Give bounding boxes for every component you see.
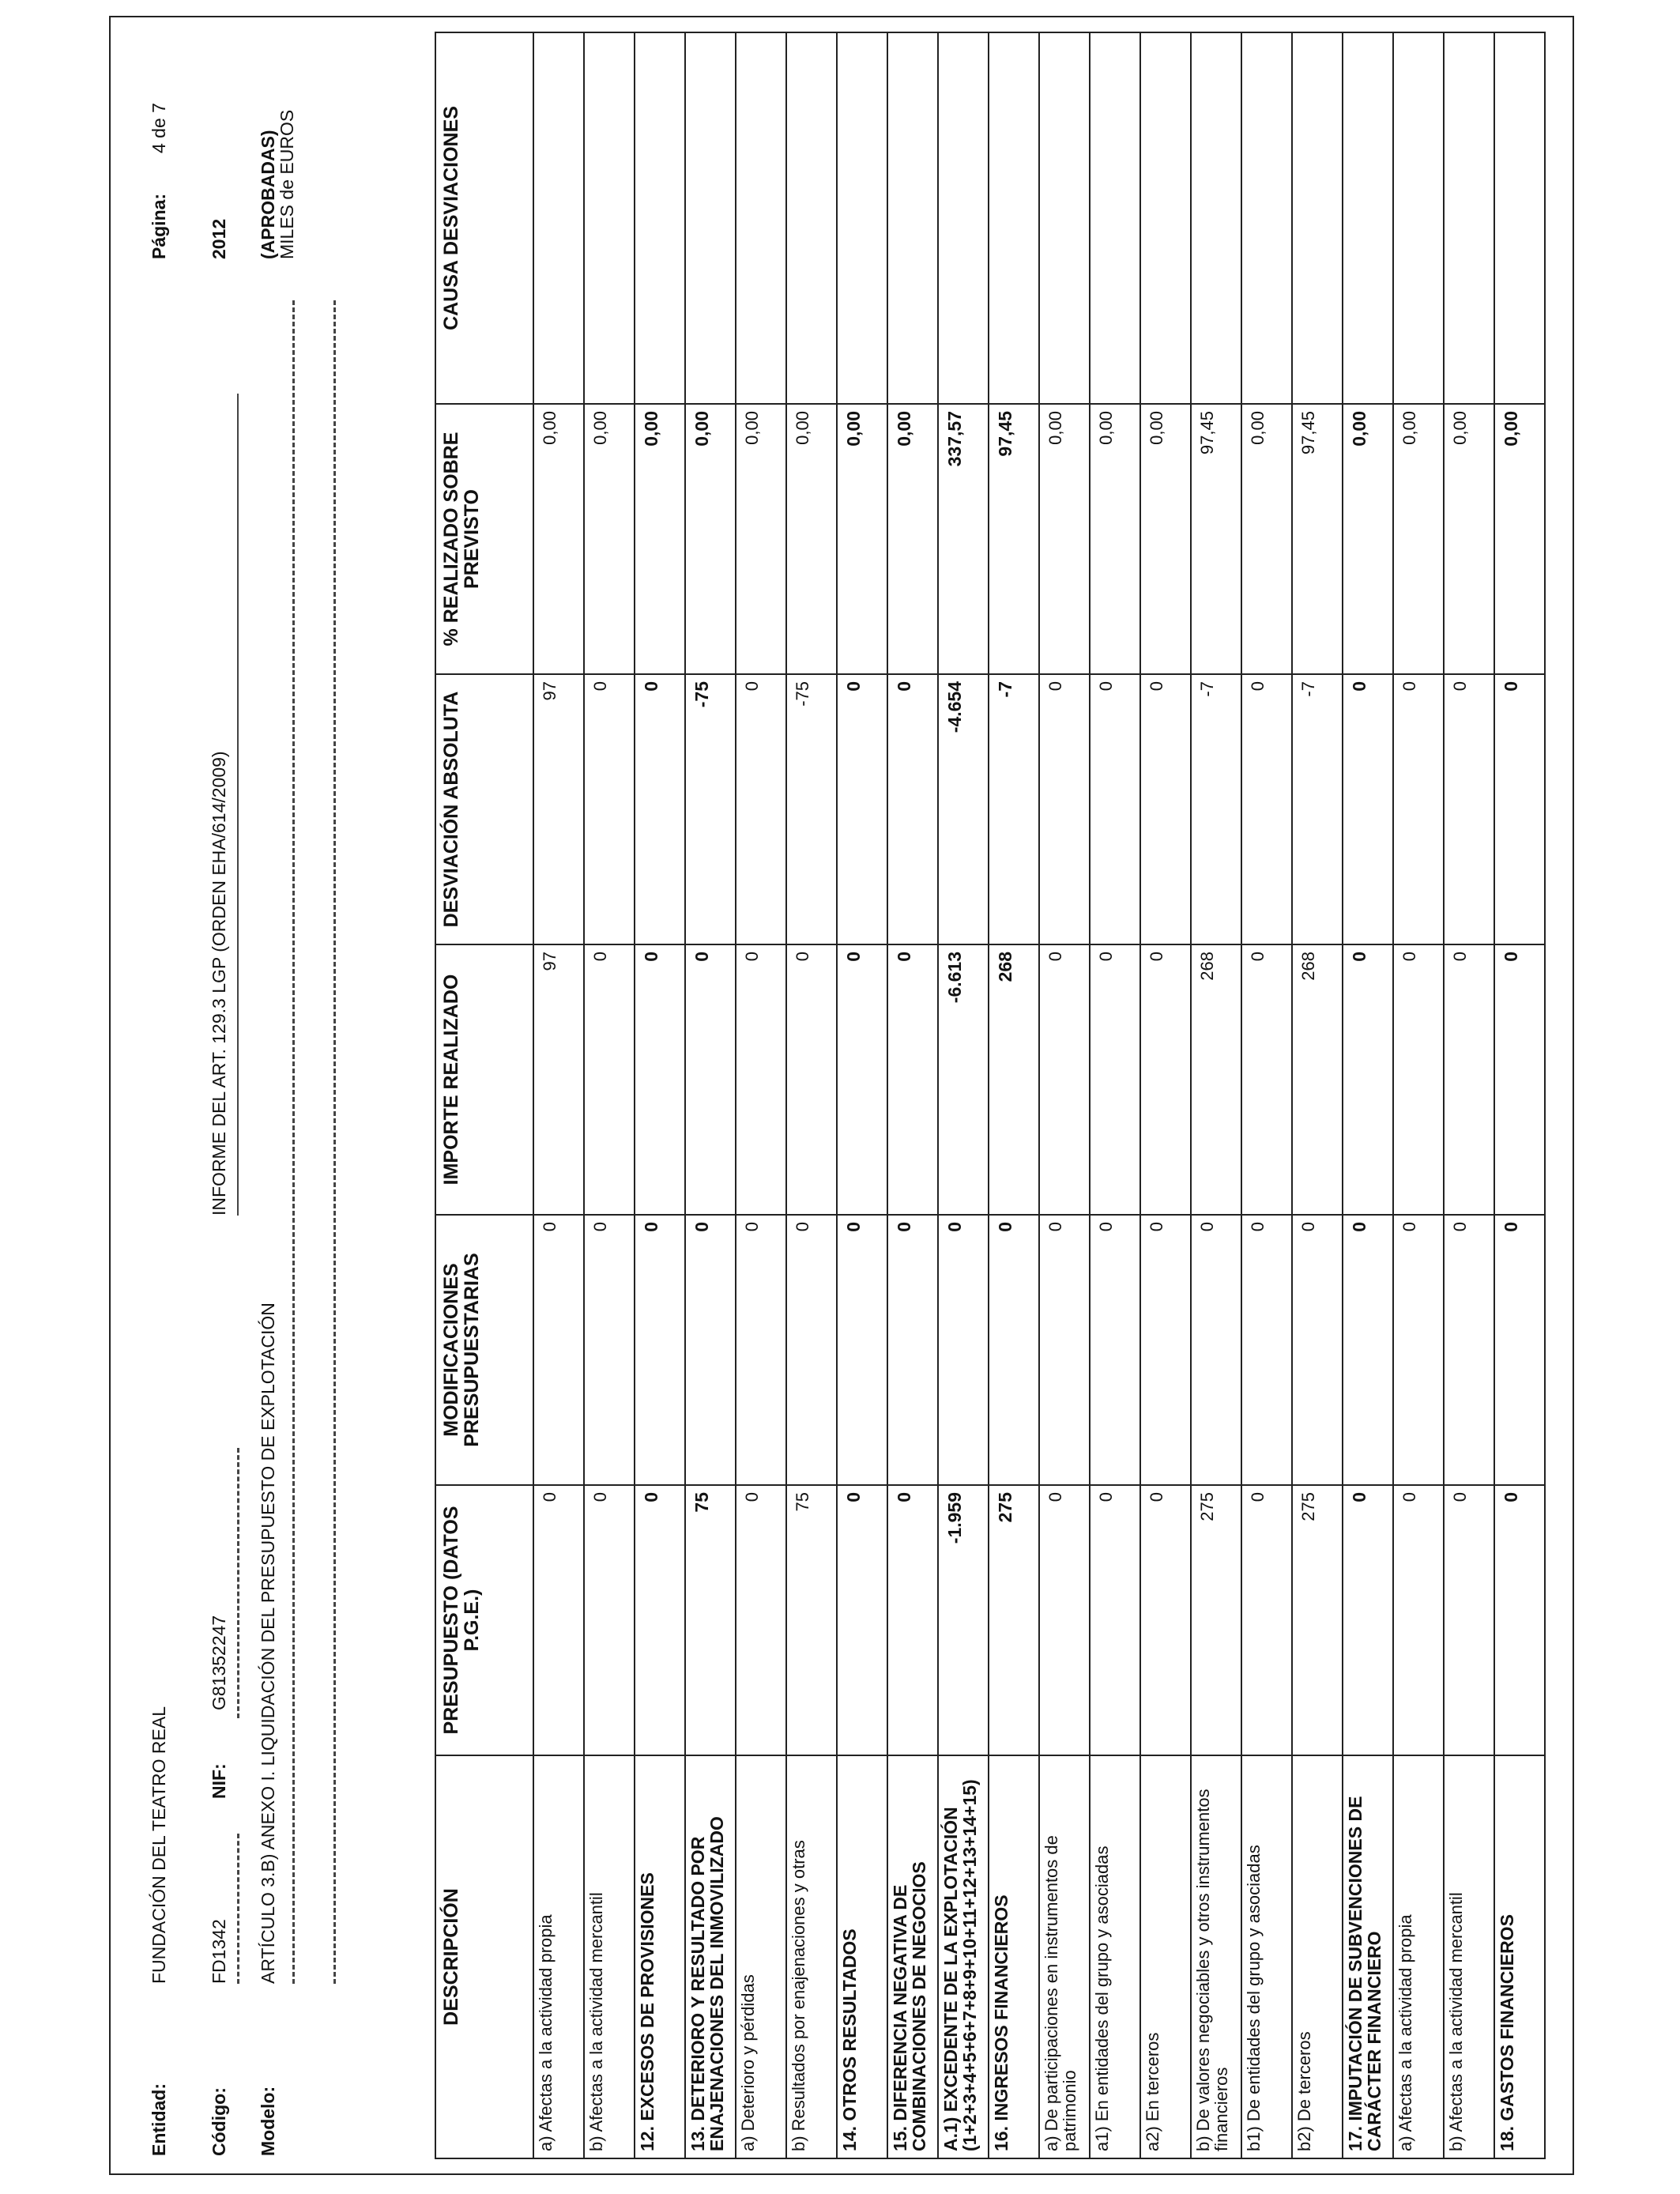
realizado-cell: 97 (533, 944, 584, 1215)
modificaciones-cell: 0 (1090, 1215, 1140, 1485)
col-header-modificaciones: MODIFICACIONES PRESUPUESTARIAS (435, 1215, 533, 1485)
porcentaje-cell: 0,00 (837, 404, 887, 674)
col-header-desviacion-absoluta: DESVIACIÓN ABSOLUTA (435, 674, 533, 944)
realizado-cell: 0 (635, 944, 685, 1215)
pagina-value: 4 de 7 (149, 103, 169, 153)
table-row (989, 32, 1039, 2158)
modificaciones-cell: 0 (1343, 1215, 1393, 1485)
descripcion-cell: b2) De terceros (1292, 1755, 1343, 2158)
realizado-cell: 0 (1090, 944, 1140, 1215)
presupuesto-cell: -1.959 (938, 1485, 989, 1755)
causa-cell (1090, 32, 1140, 404)
porcentaje-cell: 0,00 (887, 404, 938, 674)
descripcion-cell: b) Resultados por enajenaciones y otras (786, 1755, 837, 2158)
table-row (1444, 32, 1494, 2158)
presupuesto-cell: 0 (1241, 1485, 1292, 1755)
table-header-row (435, 32, 533, 2158)
realizado-cell: -6.613 (938, 944, 989, 1215)
modificaciones-cell: 0 (887, 1215, 938, 1485)
descripcion-cell: 13. DETERIORO Y RESULTADO POR ENAJENACIONES DEL INMOVILIZADO (685, 1755, 736, 2158)
descripcion-cell: 15. DIFERENCIA NEGATIVA DE COMBINACIONES DE NEGOCIOS (887, 1755, 938, 2158)
desviacion-cell: 0 (1494, 674, 1545, 944)
codigo-label: Código: (209, 2087, 229, 2156)
presupuesto-cell: 0 (887, 1485, 938, 1755)
realizado-cell: 0 (1444, 944, 1494, 1215)
table-row (938, 32, 989, 2158)
porcentaje-cell: 0,00 (685, 404, 736, 674)
realizado-cell: 268 (1191, 944, 1241, 1215)
presupuesto-cell: 0 (1444, 1485, 1494, 1755)
causa-cell (1241, 32, 1292, 404)
entidad-label: Entidad: (149, 2083, 169, 2156)
desviacion-cell: -7 (1191, 674, 1241, 944)
descripcion-cell: a) Afectas a la actividad propia (533, 1755, 584, 2158)
realizado-cell: 268 (1292, 944, 1343, 1215)
modificaciones-cell: 0 (1444, 1215, 1494, 1485)
informe-title: INFORME DEL ART. 129.3 LGP (ORDEN EHA/614/2009) (209, 751, 229, 1216)
realizado-cell: 0 (1241, 944, 1292, 1215)
realizado-cell: 0 (1343, 944, 1393, 1215)
porcentaje-cell: 0,00 (1343, 404, 1393, 674)
desviacion-cell: 0 (1039, 674, 1090, 944)
table-row (1241, 32, 1292, 2158)
modelo-value: ARTÍCULO 3.B) ANEXO I. LIQUIDACIÓN DEL PRESUPUESTO DE EXPLOTACIÓN (258, 1302, 278, 1984)
desviacion-cell: 0 (584, 674, 635, 944)
porcentaje-cell: 337,57 (938, 404, 989, 674)
descripcion-cell: a1) En entidades del grupo y asociadas (1090, 1755, 1140, 2158)
desviacion-cell: -7 (1292, 674, 1343, 944)
presupuesto-cell: 0 (533, 1485, 584, 1755)
realizado-cell: 0 (1140, 944, 1191, 1215)
causa-cell (989, 32, 1039, 404)
presupuesto-cell: 0 (1494, 1485, 1545, 1755)
descripcion-cell: b) De valores negociables y otros instrumentos financieros (1191, 1755, 1241, 2158)
modificaciones-cell: 0 (1039, 1215, 1090, 1485)
table-row (584, 32, 635, 2158)
informe-underline (237, 394, 239, 1216)
causa-cell (1343, 32, 1393, 404)
causa-cell (1191, 32, 1241, 404)
desviacion-cell: 0 (1393, 674, 1444, 944)
presupuesto-cell: 75 (786, 1485, 837, 1755)
porcentaje-cell: 0,00 (786, 404, 837, 674)
causa-cell (1039, 32, 1090, 404)
porcentaje-cell: 0,00 (1090, 404, 1140, 674)
desviacion-cell: 0 (635, 674, 685, 944)
col-header-presupuesto: PRESUPUESTO (DATOS P.G.E.) (435, 1485, 533, 1755)
modificaciones-cell: 0 (1241, 1215, 1292, 1485)
porcentaje-cell: 0,00 (533, 404, 584, 674)
presupuesto-cell: 275 (989, 1485, 1039, 1755)
desviacion-cell: 0 (1241, 674, 1292, 944)
table-row (786, 32, 837, 2158)
desviacion-cell: 97 (533, 674, 584, 944)
page-frame (109, 16, 1574, 2175)
causa-cell (1444, 32, 1494, 404)
descripcion-cell: 14. OTROS RESULTADOS (837, 1755, 887, 2158)
nif-label: NIF: (209, 1763, 229, 1799)
modelo-label: Modelo: (258, 2086, 278, 2156)
presupuesto-cell: 75 (685, 1485, 736, 1755)
modificaciones-cell: 0 (989, 1215, 1039, 1485)
modelo-underline-2 (333, 300, 336, 1984)
porcentaje-cell: 0,00 (584, 404, 635, 674)
presupuesto-cell: 0 (584, 1485, 635, 1755)
modificaciones-cell: 0 (1140, 1215, 1191, 1485)
table-row (635, 32, 685, 2158)
desviacion-cell: -4.654 (938, 674, 989, 944)
porcentaje-cell: 0,00 (1241, 404, 1292, 674)
presupuesto-cell: 275 (1292, 1485, 1343, 1755)
descripcion-cell: 16. INGRESOS FINANCIEROS (989, 1755, 1039, 2158)
desviacion-cell: 0 (837, 674, 887, 944)
descripcion-cell: 18. GASTOS FINANCIEROS (1494, 1755, 1545, 2158)
table-body (533, 32, 1545, 2158)
realizado-cell: 0 (736, 944, 786, 1215)
porcentaje-cell: 97,45 (1292, 404, 1343, 674)
year: 2012 (209, 218, 229, 259)
desviacion-cell: 0 (1140, 674, 1191, 944)
realizado-cell: 0 (1393, 944, 1444, 1215)
descripcion-cell: 12. EXCESOS DE PROVISIONES (635, 1755, 685, 2158)
porcentaje-cell: 0,00 (1393, 404, 1444, 674)
col-header-porcentaje: % REALIZADO SOBRE PREVISTO (435, 404, 533, 674)
descripcion-cell: a) De participaciones en instrumentos de patrimonio (1039, 1755, 1090, 2158)
nif-underline (237, 1448, 239, 1718)
causa-cell (685, 32, 736, 404)
realizado-cell: 0 (1494, 944, 1545, 1215)
causa-cell (1140, 32, 1191, 404)
descripcion-cell: a) Deterioro y pérdidas (736, 1755, 786, 2158)
desviacion-cell: 0 (1090, 674, 1140, 944)
presupuesto-cell: 0 (837, 1485, 887, 1755)
realizado-cell: 268 (989, 944, 1039, 1215)
porcentaje-cell: 0,00 (1039, 404, 1090, 674)
presupuesto-cell: 0 (1343, 1485, 1393, 1755)
presupuesto-cell: 0 (1039, 1485, 1090, 1755)
descripcion-cell: A.1) EXCEDENTE DE LA EXPLOTACIÓN (1+2+3+4+5+6+7+8+9+10+11+12+13+14+15) (938, 1755, 989, 2158)
realizado-cell: 0 (685, 944, 736, 1215)
table-row (1494, 32, 1545, 2158)
modificaciones-cell: 0 (1191, 1215, 1241, 1485)
causa-cell (887, 32, 938, 404)
presupuesto-cell: 0 (635, 1485, 685, 1755)
porcentaje-cell: 0,00 (736, 404, 786, 674)
causa-cell (736, 32, 786, 404)
table-row (685, 32, 736, 2158)
causa-cell (1393, 32, 1444, 404)
unidad: MILES de EUROS (277, 109, 297, 259)
presupuesto-cell: 0 (1393, 1485, 1444, 1755)
causa-cell (938, 32, 989, 404)
table-row (1292, 32, 1343, 2158)
realizado-cell: 0 (1039, 944, 1090, 1215)
modificaciones-cell: 0 (533, 1215, 584, 1485)
modificaciones-cell: 0 (685, 1215, 736, 1485)
realizado-cell: 0 (584, 944, 635, 1215)
desviacion-cell: -7 (989, 674, 1039, 944)
table-row (1140, 32, 1191, 2158)
modificaciones-cell: 0 (1494, 1215, 1545, 1485)
col-header-causa: CAUSA DESVIACIONES (435, 32, 533, 404)
codigo-value: FD1342 (209, 1919, 229, 1984)
porcentaje-cell: 0,00 (635, 404, 685, 674)
nif-value: G81352247 (209, 1615, 229, 1710)
desviacion-cell: -75 (786, 674, 837, 944)
descripcion-cell: b) Afectas a la actividad mercantil (1444, 1755, 1494, 2158)
table-row (1090, 32, 1140, 2158)
causa-cell (584, 32, 635, 404)
realizado-cell: 0 (887, 944, 938, 1215)
modificaciones-cell: 0 (1393, 1215, 1444, 1485)
table-row (1191, 32, 1241, 2158)
codigo-underline (237, 1834, 239, 1984)
presupuesto-cell: 0 (1140, 1485, 1191, 1755)
porcentaje-cell: 0,00 (1494, 404, 1545, 674)
table-row (736, 32, 786, 2158)
col-header-descripcion: DESCRIPCIÓN (435, 1755, 533, 2158)
descripcion-cell: 17. IMPUTACIÓN DE SUBVENCIONES DE CARÁCTER FINANCIERO (1343, 1755, 1393, 2158)
desviacion-cell: 0 (1343, 674, 1393, 944)
desviacion-cell: 0 (736, 674, 786, 944)
modelo-underline (292, 300, 295, 1984)
causa-cell (635, 32, 685, 404)
presupuesto-cell: 0 (736, 1485, 786, 1755)
presupuesto-cell: 275 (1191, 1485, 1241, 1755)
desviacion-cell: 0 (887, 674, 938, 944)
rotated-report (111, 17, 1576, 2177)
modificaciones-cell: 0 (635, 1215, 685, 1485)
modificaciones-cell: 0 (837, 1215, 887, 1485)
table-row (837, 32, 887, 2158)
liquidacion-table (435, 32, 1546, 2159)
table-row (1039, 32, 1090, 2158)
descripcion-cell: b) Afectas a la actividad mercantil (584, 1755, 635, 2158)
descripcion-cell: b1) De entidades del grupo y asociadas (1241, 1755, 1292, 2158)
descripcion-cell: a) Afectas a la actividad propia (1393, 1755, 1444, 2158)
causa-cell (786, 32, 837, 404)
pagina-label: Página: (149, 193, 169, 259)
realizado-cell: 0 (837, 944, 887, 1215)
table-row (1393, 32, 1444, 2158)
porcentaje-cell: 0,00 (1444, 404, 1494, 674)
table-row (887, 32, 938, 2158)
modificaciones-cell: 0 (938, 1215, 989, 1485)
table-row (1343, 32, 1393, 2158)
modificaciones-cell: 0 (1292, 1215, 1343, 1485)
porcentaje-cell: 97,45 (989, 404, 1039, 674)
col-header-importe-realizado: IMPORTE REALIZADO (435, 944, 533, 1215)
table-row (533, 32, 584, 2158)
modificaciones-cell: 0 (584, 1215, 635, 1485)
porcentaje-cell: 97,45 (1191, 404, 1241, 674)
porcentaje-cell: 0,00 (1140, 404, 1191, 674)
causa-cell (837, 32, 887, 404)
entidad-value: FUNDACIÓN DEL TEATRO REAL (149, 1706, 169, 1984)
causa-cell (1292, 32, 1343, 404)
aprobadas: (APROBADAS) (258, 130, 278, 259)
realizado-cell: 0 (786, 944, 837, 1215)
desviacion-cell: 0 (1444, 674, 1494, 944)
presupuesto-cell: 0 (1090, 1485, 1140, 1755)
desviacion-cell: -75 (685, 674, 736, 944)
modificaciones-cell: 0 (736, 1215, 786, 1485)
causa-cell (1494, 32, 1545, 404)
causa-cell (533, 32, 584, 404)
descripcion-cell: a2) En terceros (1140, 1755, 1191, 2158)
modificaciones-cell: 0 (786, 1215, 837, 1485)
